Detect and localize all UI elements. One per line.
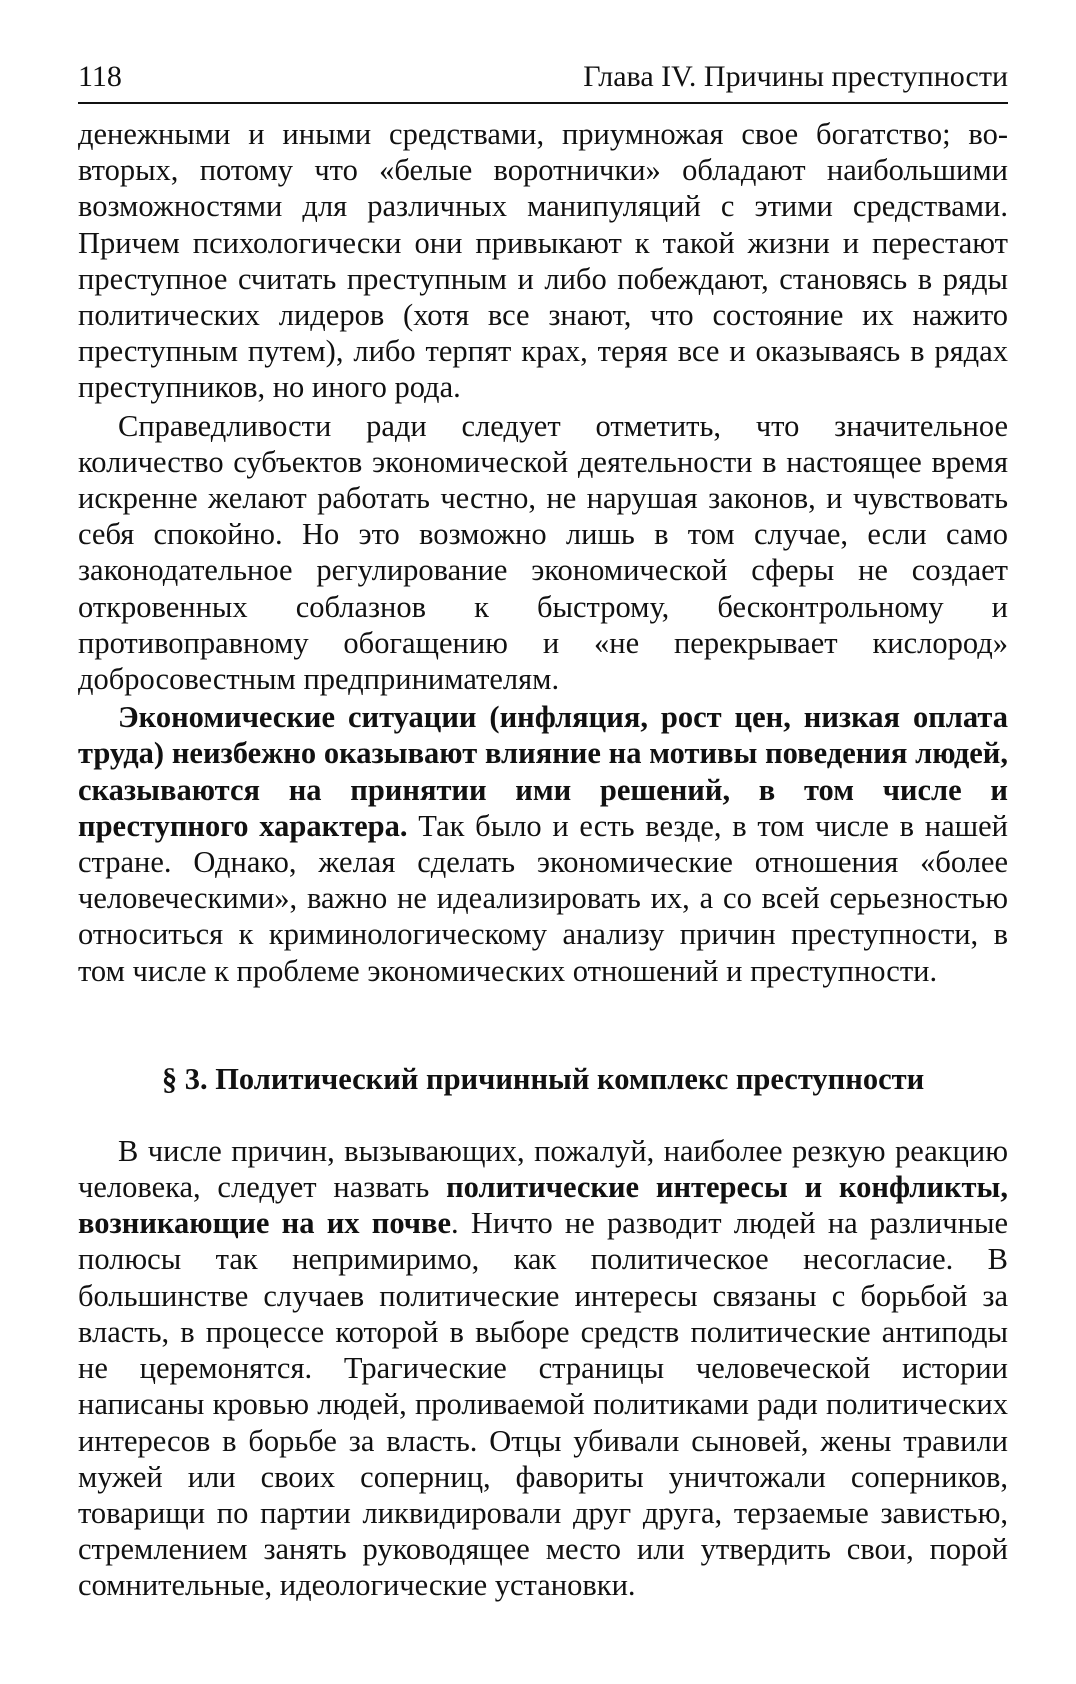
bold-text-run: Экономические ситуации (инфляция, рост цен, низкая оплата труда) неизбежно оказывают влияние на мотивы поведения людей, сказываются на принятии ими решений, в том числе и преступного характера. xyxy=(78,700,1008,843)
text-run: Так было и есть везде, в том числе в нашей стране. Однако, желая сделать экономические отношения «более человеческими», важно не идеализировать их, а со всей серьезностью относиться к криминологическому анализу причин преступности, в том числе к проблеме экономических отношений и преступности. xyxy=(78,808,1008,988)
running-header xyxy=(78,58,1008,104)
body-text xyxy=(78,116,1008,989)
paragraph-political-interests xyxy=(78,1133,1008,1604)
text-run: Справедливости ради следует отметить, что значительное количество субъектов экономической деятельности в настоящее время искренне желают работать честно, не нарушая законов, и чувствовать себя спокойно. Но это возможно лишь в том случае, если само законодательное регулирование экономической сферы не создает откровенных соблазнов к быстрому, бесконтрольному и противоправному обогащению и «не перекрывает кислород» добросовестным предпринимателям. xyxy=(78,408,1008,697)
text-run: В числе причин, вызывающих, пожалуй, наиболее резкую реакцию человека, следует назвать xyxy=(78,1133,1008,1205)
paragraph-fairness xyxy=(78,408,1008,698)
section-body-text xyxy=(78,1133,1008,1604)
paragraph-economic-situations xyxy=(78,699,1008,989)
text-run: . Ничто не разводит людей на различные полюсы так непримиримо, как политическое несогласие. В большинстве случаев политические интересы связаны с борьбой за власть, в процессе которой в выборе средств политические антиподы не церемонятся. Трагические страницы человеческой истории написаны кровью людей, проливаемой политиками ради политических интересов в борьбе за власть. Отцы убивали сыновей, жены травили мужей или своих соперниц, фавориты уничтожали соперников, товарищи по партии ликвидировали друг друга, терзаемые завистью, стремлением занять руководящее место или утвердить свои, порой сомнительные, идеологические установки. xyxy=(78,1206,1008,1603)
section-heading: § 3. Политический причинный комплекс преступности xyxy=(161,1061,925,1096)
page-number: 118 xyxy=(78,60,122,93)
chapter-title: Глава IV. Причины преступности xyxy=(583,60,1008,93)
bold-text-run: политические интересы и конфликты, возникающие на их почве xyxy=(78,1170,1008,1241)
paragraph-continuation xyxy=(78,116,1008,406)
book-page xyxy=(78,58,1008,1604)
text-run: денежными и иными средствами, приумножая свое богатство; во-вторых, потому что «белые воротнички» обладают наибольшими возможностями для различных манипуляций с этими средствами. Причем психологически они привыкают к такой жизни и перестают преступное считать преступным и либо побеждают, становясь в ряды политических лидеров (хотя все знают, что состояние их нажито преступным путем), либо терпят крах, теряя все и оказываясь в рядах преступников, но иного рода. xyxy=(78,117,1008,405)
